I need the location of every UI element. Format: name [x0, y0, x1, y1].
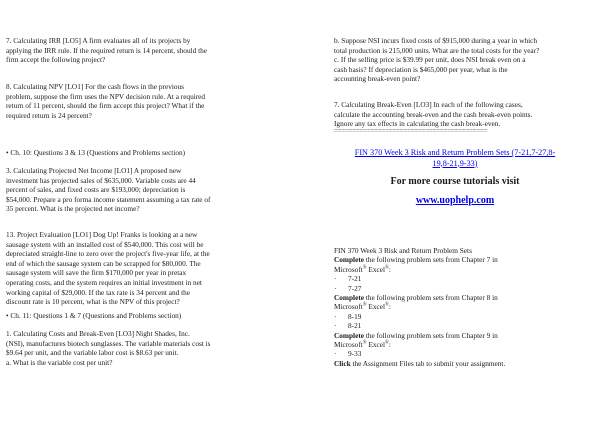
chapter-11-heading: • Ch. 11: Questions 1 & 7 (Questions and Problems section) — [6, 311, 182, 320]
question-7-break-even: 7. Calculating Break-Even [LO3] In each of the following cases, calculate the accounting break-even and the cash break-even points. Ignore any tax effects in calculating the cash break-even. — [334, 100, 533, 129]
course-title-link[interactable]: FIN 370 Week 3 Risk and Return Problem Sets (7-21,7-27,8- 19,8-21,9-33) — [354, 148, 556, 168]
chapter-7-instruction: Complete the following problem sets from Chapter 7 in — [334, 255, 498, 265]
chapter-8-instruction: Complete the following problem sets from Chapter 8 in — [334, 293, 498, 303]
site-link[interactable]: www.uophelp.com — [415, 195, 495, 206]
list-item: · 7-27 — [334, 283, 362, 293]
excel-line: Microsoft® Excel®: — [334, 302, 391, 312]
list-item: · 8-19 — [334, 311, 362, 321]
separator-line: ========================================== — [334, 127, 488, 135]
question-3-net-income: 3. Calculating Projected Net Income [LO1] A proposed new investment has projected sales of $635,000. Variable costs are 44 percent of sales, and fixed costs are $193,000; depreciation is $54,000. Prepare a pro forma income statement assuming a tax rate of 35 percent. What is the projected net income? — [6, 166, 211, 214]
excel-line: Microsoft® Excel®: — [334, 340, 391, 350]
question-8-npv: 8. Calculating NPV [LO1] For the cash flows in the previous problem, suppose the firm uses the NPV decision rule. At a required return of 11 percent, should the firm accept this project? What if the required return is 24 percent? — [6, 82, 206, 120]
question-7-irr: 7. Calculating IRR [LO5] A firm evaluates all of its projects by applying the IRR rule. If the required return is 14 percent, should the firm accept the following project? — [6, 36, 208, 65]
submit-instruction: Click the Assignment Files tab to submit your assignment. — [334, 358, 506, 368]
question-1-break-even: 1. Calculating Costs and Break-Even [LO3] Night Shades, Inc. (NSI), manufactures biotech sunglasses. The variable materials cost is $9.64 per unit, and the variable labor cost is $8.63 per unit. a. What is the variable cost per unit? — [6, 329, 211, 367]
more-tutorials-heading: For more course tutorials visit — [390, 176, 520, 187]
question-13-project-evaluation: 13. Project Evaluation [LO1] Dog Up! Franks is looking at a new sausage system with an installed cost of $540,000. This cost will be depreciated straight-line to zero over the project's five-year life, at the end of which the sausage system can be scrapped for $80,000. The sausage system will save the firm $170,000 per year in pretax operating costs, and the system requires an initial investment in net working capital of $29,000. If the tax rate is 34 percent and the discount rate is 10 percent, what is the NPV of this project? — [6, 230, 210, 307]
problem-sets-list — [334, 246, 596, 368]
sets-title: FIN 370 Week 3 Risk and Return Problem Sets — [334, 246, 472, 255]
question-1b-1c: b. Suppose NSI incurs fixed costs of $915,000 during a year in which total production is 215,000 units. What are the total costs for the year? c. If the selling price is $39.99 per unit, does NSI break even on a cash basis? If depreciation is $465,000 per year, what is the accounting break-even point? — [334, 36, 540, 84]
list-item: · 9-33 — [334, 349, 362, 359]
chapter-10-heading: • Ch. 10: Questions 3 & 13 (Questions and Problems section) — [6, 148, 186, 157]
list-item: · 7-21 — [334, 274, 362, 284]
chapter-9-instruction: Complete the following problem sets from Chapter 9 in — [334, 330, 498, 340]
excel-line: Microsoft® Excel®: — [334, 264, 391, 274]
list-item: · 8-21 — [334, 321, 362, 331]
